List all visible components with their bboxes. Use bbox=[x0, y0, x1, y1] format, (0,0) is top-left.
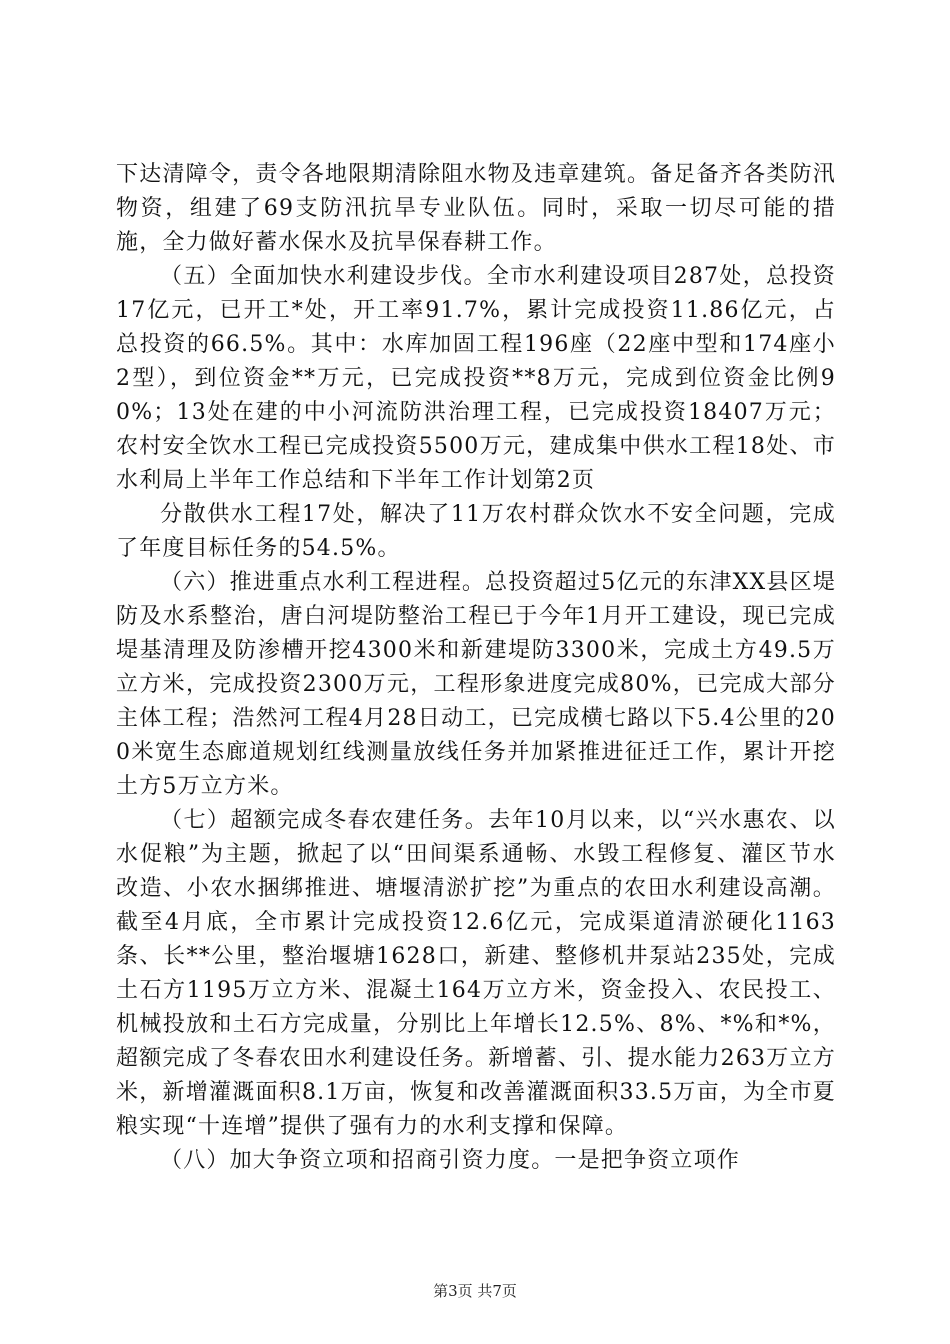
paragraph-3: 分散供水工程17处，解决了11万农村群众饮水不安全问题，完成了年度目标任务的54.5%。 bbox=[116, 502, 836, 561]
paragraph-5: （七）超额完成冬春农建任务。去年10月以来，以“兴水惠农、以水促粮”为主题，掀起了以“田间渠系通畅、水毁工程修复、灌区节水改造、小农水捆绑推进、塘堰清淤扩挖”为重点的农田水利建设高潮。截至4月底，全市累计完成投资12.6亿元，完成渠道清淤硬化1163条、长**公里，整治堰塘1628口，新建、整修机井泵站235处，完成土石方1195万立方米、混凝土164万立方米，资金投入、农民投工、机械投放和土石方完成量，分别比上年增长12.5%、8%、*%和*%，超额完成了冬春农田水利建设任务。新增蓄、引、提水能力263万立方米，新增灌溉面积8.1万亩，恢复和改善灌溉面积33.5万亩，为全市夏粮实现“十连增”提供了强有力的水利支撑和保障。 bbox=[116, 808, 836, 1139]
page-footer: 第3页 共7页 bbox=[433, 1282, 517, 1300]
paragraph-1: 下达清障令，责令各地限期清除阻水物及违章建筑。备足备齐各类防汛物资，组建了69支防汛抗旱专业队伍。同时，采取一切尽可能的措施，全力做好蓄水保水及抗旱保春耕工作。 bbox=[116, 162, 836, 255]
paragraph-4: （六）推进重点水利工程进程。总投资超过5亿元的东津XX县区堤防及水系整治，唐白河堤防整治工程已于今年1月开工建设，现已完成堤基清理及防渗槽开挖4300米和新建堤防3300米，完成土方49.5万立方米，完成投资2300万元，工程形象进度完成80%，已完成大部分主体工程；浩然河工程4月28日动工，已完成横七路以下5.4公里的200米宽生态廊道规划红线测量放线任务并加紧推进征迁工作，累计开挖土方5万立方米。 bbox=[116, 570, 836, 799]
document-body bbox=[116, 158, 836, 1178]
paragraph-2: （五）全面加快水利建设步伐。全市水利建设项目287处，总投资17亿元，已开工*处，开工率91.7%，累计完成投资11.86亿元，占总投资的66.5%。其中：水库加固工程196座（22座中型和174座小2型），到位资金**万元，已完成投资**8万元，完成到位资金比例90%；13处在建的中小河流防洪治理工程，已完成投资18407万元；农村安全饮水工程已完成投资5500万元，建成集中供水工程18处、市水利局上半年工作总结和下半年工作计划第2页 bbox=[116, 264, 836, 493]
paragraph-6: （八）加大争资立项和招商引资力度。一是把争资立项作 bbox=[160, 1148, 741, 1173]
